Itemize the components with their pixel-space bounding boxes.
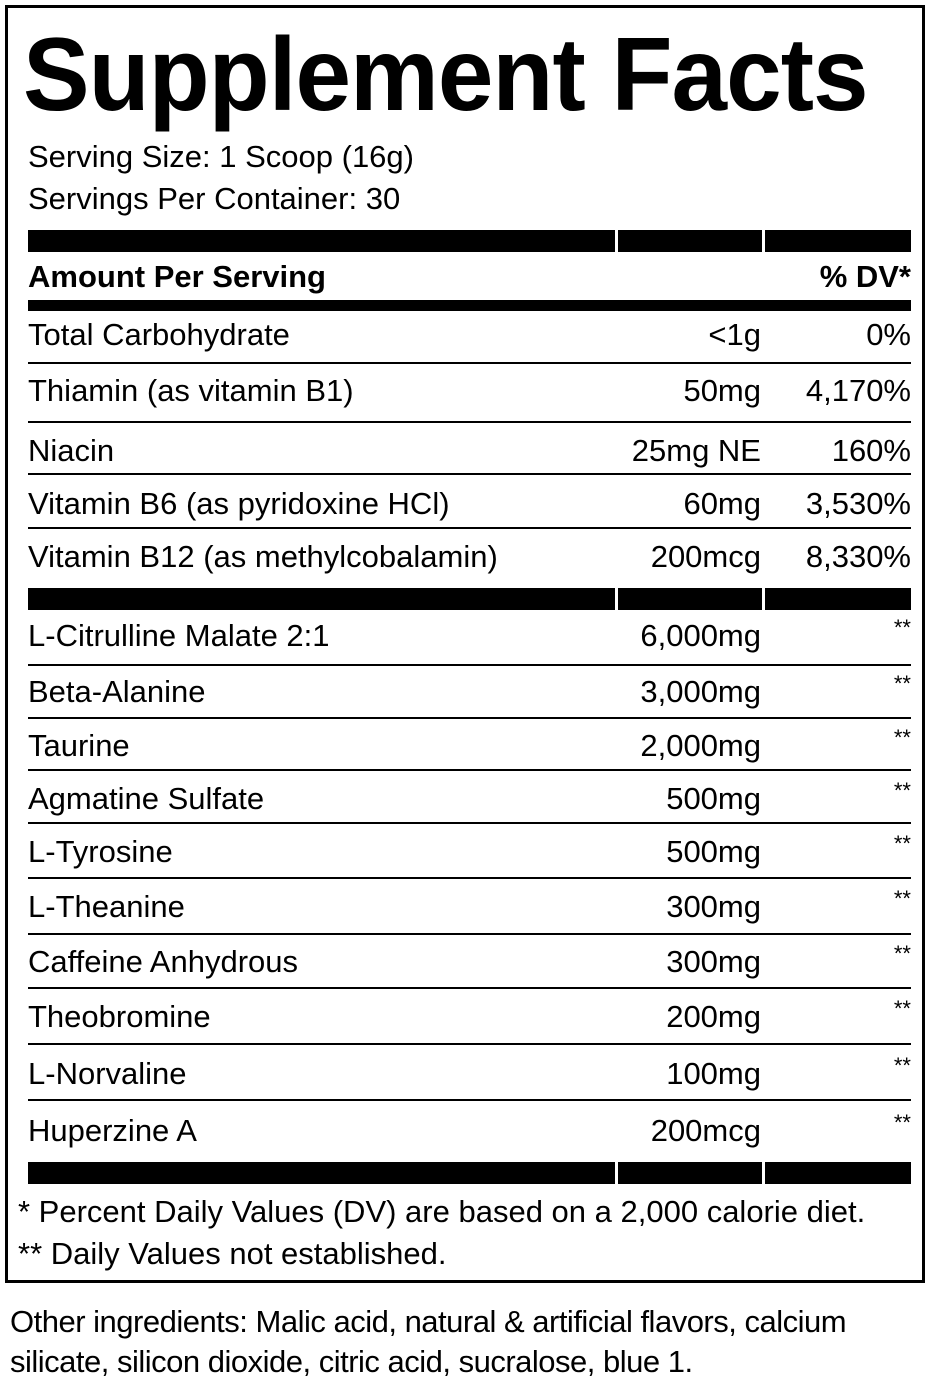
row-divider: [28, 664, 911, 666]
daily-value: 0%: [866, 317, 911, 352]
nutrient-amount: 50mg: [683, 373, 761, 408]
dv-footnote: * Percent Daily Values (DV) are based on a 2,000 calorie diet.: [18, 1194, 866, 1229]
nutrient-name: Thiamin (as vitamin B1): [28, 373, 354, 408]
row-divider: [28, 987, 911, 989]
daily-value: 3,530%: [805, 486, 911, 521]
row-divider: [28, 421, 911, 423]
other-ingredients: Other ingredients: Malic acid, natural & artificial flavors, calcium silicate, silicon dioxide, citric acid, sucralose, blue 1.: [10, 1304, 847, 1379]
nutrient-amount: 500mg: [666, 834, 761, 869]
dv-header-label: % DV*: [819, 259, 911, 294]
daily-value: **: [893, 671, 911, 696]
nutrient-amount: 6,000mg: [640, 618, 761, 653]
nutrient-name: L-Citrulline Malate 2:1: [28, 618, 330, 653]
row-divider: [28, 933, 911, 935]
nutrient-name: Caffeine Anhydrous: [28, 944, 299, 979]
nutrient-name: Beta-Alanine: [28, 674, 206, 709]
nutrient-name: L-Tyrosine: [28, 834, 173, 869]
nutrient-amount: 500mg: [666, 781, 761, 816]
nutrient-name: L-Norvaline: [28, 1056, 187, 1091]
daily-value: **: [893, 996, 911, 1021]
daily-value: 8,330%: [805, 539, 911, 574]
daily-value: **: [893, 778, 911, 803]
daily-value: **: [893, 725, 911, 750]
row-divider: [28, 717, 911, 719]
nutrient-name: Vitamin B6 (as pyridoxine HCl): [28, 486, 450, 521]
daily-value: **: [893, 886, 911, 911]
page-title: Supplement Facts: [23, 17, 868, 133]
nutrient-amount: 3,000mg: [640, 674, 761, 709]
row-divider: [28, 527, 911, 529]
nutrient-amount: 100mg: [666, 1056, 761, 1091]
daily-value: **: [893, 615, 911, 640]
daily-value: **: [893, 1053, 911, 1078]
nutrient-amount: 2,000mg: [640, 728, 761, 763]
nutrient-amount: 300mg: [666, 889, 761, 924]
divider-bar-header: [28, 300, 911, 311]
nutrient-name: Agmatine Sulfate: [28, 781, 265, 816]
row-divider: [28, 473, 911, 475]
nutrient-name: L-Theanine: [28, 889, 185, 924]
nutrient-name: Huperzine A: [28, 1113, 197, 1148]
row-divider: [28, 769, 911, 771]
daily-value: **: [893, 831, 911, 856]
nutrient-name: Vitamin B12 (as methylcobalamin): [28, 539, 498, 574]
nutrient-name: Total Carbohydrate: [28, 317, 290, 352]
amount-header: [28, 256, 911, 298]
divider-bar-top: [28, 230, 911, 252]
daily-value: **: [893, 941, 911, 966]
nutrient-amount: <1g: [708, 317, 761, 352]
row-divider: [28, 362, 911, 364]
not-established-footnote: ** Daily Values not established.: [18, 1236, 447, 1271]
row-divider: [28, 1099, 911, 1101]
amount-per-serving-label: Amount Per Serving: [28, 259, 326, 294]
daily-value: **: [893, 1110, 911, 1135]
nutrient-amount: 300mg: [666, 944, 761, 979]
serving-size: Serving Size: 1 Scoop (16g): [28, 139, 414, 174]
divider-bar-bottom: [28, 1162, 911, 1184]
nutrient-name: Taurine: [28, 728, 130, 763]
nutrient-name: Theobromine: [28, 999, 211, 1034]
row-divider: [28, 877, 911, 879]
daily-value: 160%: [831, 433, 911, 468]
divider-bar-middle: [28, 588, 911, 610]
nutrient-amount: 200mcg: [650, 1113, 761, 1148]
nutrient-amount: 200mcg: [650, 539, 761, 574]
nutrient-amount: 60mg: [683, 486, 761, 521]
row-divider: [28, 1043, 911, 1045]
daily-value: 4,170%: [805, 373, 911, 408]
nutrient-name: Niacin: [28, 433, 115, 468]
nutrient-amount: 200mg: [666, 999, 761, 1034]
nutrient-amount: 25mg NE: [631, 433, 761, 468]
row-divider: [28, 822, 911, 824]
servings-per-container: Servings Per Container: 30: [28, 181, 401, 216]
